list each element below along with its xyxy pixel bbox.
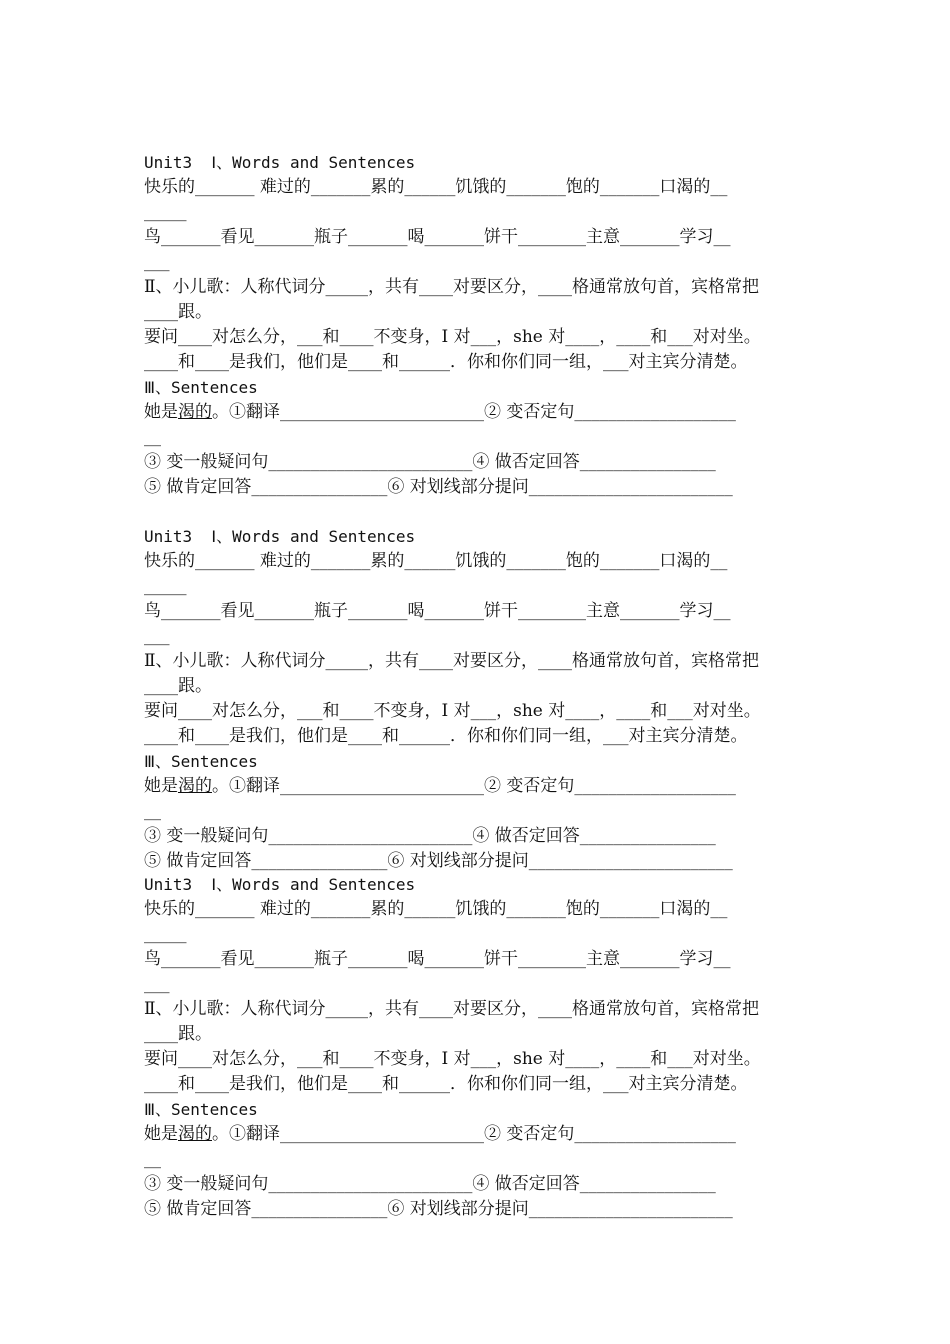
- underlined-target-word: 渴的: [178, 1124, 212, 1144]
- vocab-line-1: 快乐的_______ 难过的_______累的______饥饿的_______饱的_______口渴的__: [144, 177, 728, 197]
- pronoun-song-line-1: Ⅱ、小儿歌：人称代词分_____，共有____对要区分，____格通常放句首，宾格常把: [144, 277, 760, 297]
- underlined-target-word: 渴的: [178, 402, 212, 422]
- vocab-line-1: 快乐的_______ 难过的_______累的______饥饿的_______饱的_______口渴的__: [144, 551, 728, 571]
- pronoun-song-line-3: ____和____是我们，他们是____和______．你和你们同一组，___对主宾分清楚。: [144, 352, 748, 372]
- pronoun-song-line-2: 要问____对怎么分，___和____不变身，I 对___，she 对____，____和___对对坐。: [144, 701, 761, 721]
- pronoun-song-line-1-continuation: ____跟。: [144, 302, 212, 322]
- pronoun-song-line-3: ____和____是我们，他们是____和______．你和你们同一组，___对主宾分清楚。: [144, 1074, 748, 1094]
- section-header: Unit3 Ⅰ、Words and Sentences: [144, 875, 416, 894]
- sentence-task-1-2: 。①翻译________________________② 变否定句___________________: [212, 1124, 736, 1144]
- vocab-line-1-continuation: _____: [144, 576, 187, 596]
- vocab-line-1-continuation: _____: [144, 924, 187, 944]
- pronoun-song-line-3: ____和____是我们，他们是____和______．你和你们同一组，___对主宾分清楚。: [144, 726, 748, 746]
- sentence-task-3-4: ③ 变一般疑问句________________________④ 做否定回答________________: [144, 1174, 716, 1194]
- vocab-line-2: 鸟_______看见_______瓶子_______喝_______饼干________主意_______学习__: [144, 601, 731, 621]
- vocab-line-2: 鸟_______看见_______瓶子_______喝_______饼干________主意_______学习__: [144, 949, 731, 969]
- sentence-task-3-4: ③ 变一般疑问句________________________④ 做否定回答________________: [144, 452, 716, 472]
- sentence-task-5-6: ⑤ 做肯定回答________________⑥ 对划线部分提问________________________: [144, 477, 733, 497]
- vocab-line-1: 快乐的_______ 难过的_______累的______饥饿的_______饱的_______口渴的__: [144, 899, 728, 919]
- sentence-task-3-4: ③ 变一般疑问句________________________④ 做否定回答________________: [144, 826, 716, 846]
- sentence-task-line-1-continuation: __: [144, 801, 161, 821]
- vocab-line-2-continuation: ___: [144, 974, 170, 994]
- sentences-header: Ⅲ、Sentences: [144, 378, 258, 397]
- sentences-header: Ⅲ、Sentences: [144, 752, 258, 771]
- pronoun-song-line-1: Ⅱ、小儿歌：人称代词分_____，共有____对要区分，____格通常放句首，宾格常把: [144, 999, 760, 1019]
- section-header: Unit3 Ⅰ、Words and Sentences: [144, 527, 416, 546]
- sentence-task-line-1: [144, 400, 808, 425]
- sentence-task-line-1-continuation: __: [144, 1149, 161, 1169]
- sentence-prefix: 她是: [144, 776, 178, 796]
- sentence-task-1-2: 。①翻译________________________② 变否定句___________________: [212, 776, 736, 796]
- sentence-task-line-1-continuation: __: [144, 427, 161, 447]
- sentences-header: Ⅲ、Sentences: [144, 1100, 258, 1119]
- vocab-line-2-continuation: ___: [144, 252, 170, 272]
- sentence-prefix: 她是: [144, 1124, 178, 1144]
- pronoun-song-line-2: 要问____对怎么分，___和____不变身，I 对___，she 对____，____和___对对坐。: [144, 1049, 761, 1069]
- sentence-task-1-2: 。①翻译________________________② 变否定句___________________: [212, 402, 736, 422]
- underlined-target-word: 渴的: [178, 776, 212, 796]
- sentence-task-5-6: ⑤ 做肯定回答________________⑥ 对划线部分提问________________________: [144, 851, 733, 871]
- vocab-line-2: 鸟_______看见_______瓶子_______喝_______饼干________主意_______学习__: [144, 227, 731, 247]
- sentence-task-line-1: [144, 1122, 808, 1147]
- pronoun-song-line-2: 要问____对怎么分，___和____不变身，I 对___，she 对____，____和___对对坐。: [144, 327, 761, 347]
- vocab-line-2-continuation: ___: [144, 626, 170, 646]
- section-header: Unit3 Ⅰ、Words and Sentences: [144, 153, 416, 172]
- pronoun-song-line-1: Ⅱ、小儿歌：人称代词分_____，共有____对要区分，____格通常放句首，宾格常把: [144, 651, 760, 671]
- sentence-task-line-1: [144, 774, 808, 799]
- sentence-task-5-6: ⑤ 做肯定回答________________⑥ 对划线部分提问________________________: [144, 1199, 733, 1219]
- pronoun-song-line-1-continuation: ____跟。: [144, 676, 212, 696]
- vocab-line-1-continuation: _____: [144, 202, 187, 222]
- sentence-prefix: 她是: [144, 402, 178, 422]
- pronoun-song-line-1-continuation: ____跟。: [144, 1024, 212, 1044]
